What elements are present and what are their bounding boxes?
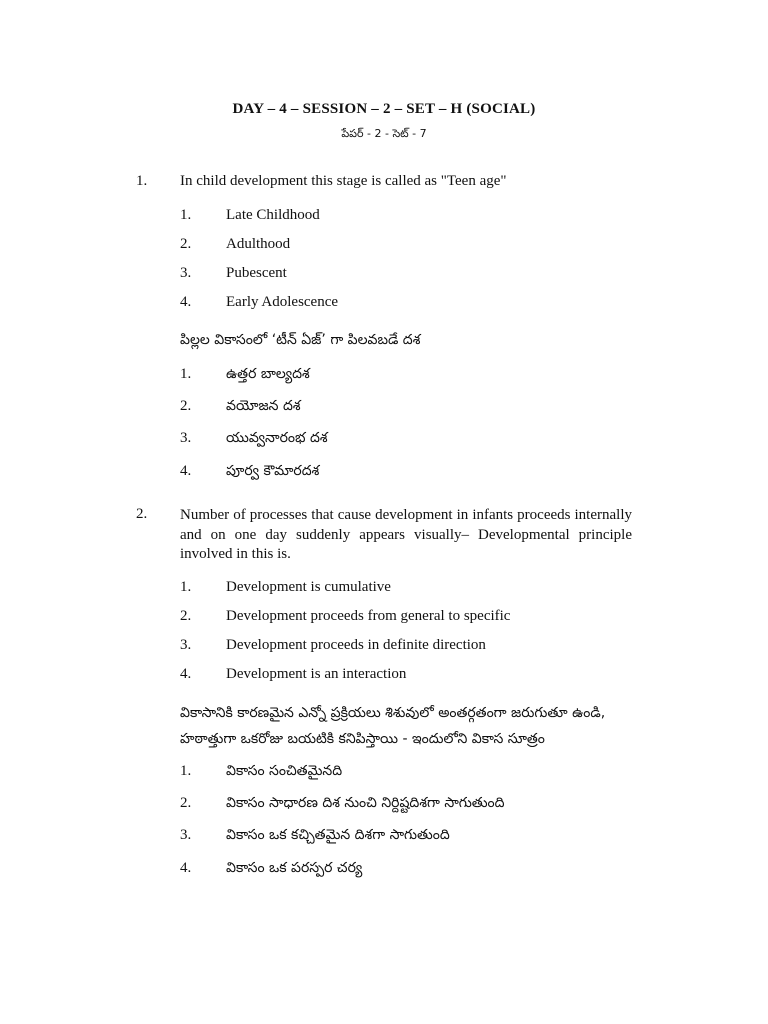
option-text-te: వికాసం ఒక కచ్చితమైన దిశగా సాగుతుంది: [226, 827, 450, 843]
option-number: 1.: [180, 579, 192, 595]
option-number: 2.: [180, 795, 192, 811]
question-text-te: పిల్లల వికాసంలో ‘టీన్ ఏజ్’ గా పిలవబడే దశ: [180, 332, 421, 348]
question-text-en: In child development this stage is called as "Teen age": [180, 173, 507, 189]
option-number: 1.: [180, 207, 192, 223]
option-text-te: వయోజన దశ: [226, 398, 301, 414]
option-number: 1.: [180, 763, 192, 779]
option-number: 4.: [180, 463, 192, 479]
option-number: 3.: [180, 265, 192, 281]
option-text: Development proceeds in definite direction: [226, 637, 486, 653]
document-title: DAY – 4 – SESSION – 2 – SET – H (SOCIAL): [232, 101, 536, 117]
option-text-te: వికాసం సంచితమైనది: [226, 763, 343, 779]
option-text: Pubescent: [226, 265, 287, 281]
question-number: 2.: [136, 506, 148, 522]
option-text-te: యువ్వనారంభ దశ: [226, 430, 328, 446]
option-number: 4.: [180, 860, 192, 876]
option-number: 2.: [180, 398, 192, 414]
option-text-te: వికాసం ఒక పరస్పర చర్య: [226, 860, 363, 876]
option-number: 1.: [180, 366, 192, 382]
option-number: 3.: [180, 637, 192, 653]
option-text: Late Childhood: [226, 207, 320, 223]
option-number: 2.: [180, 236, 192, 252]
question-number: 1.: [136, 173, 148, 189]
option-text: Early Adolescence: [226, 294, 339, 310]
option-text-te: వికాసం సాధారణ దిశ నుంచి నిర్దిష్టదిశగా సాగుతుంది: [226, 795, 505, 811]
option-number: 4.: [180, 666, 192, 682]
question-text-te: వికాసానికి కారణమైన ఎన్నో ప్రక్రియలు శిశువులో అంతర్గతంగా జరుగుతూ ఉండి, హఠాత్తుగా ఒకరోజు బయటికి కనిపిస్తాయి - ఇందులోని వికాస సూత్రం: [180, 705, 606, 747]
option-text: Adulthood: [226, 236, 291, 252]
question-text-en: Number of processes that cause development in infants proceeds internally and on one day suddenly appears visually– Developmental principle involved in this is.: [180, 507, 632, 562]
option-text: Development is an interaction: [226, 666, 407, 682]
option-number: 3.: [180, 430, 192, 446]
option-text: Development is cumulative: [226, 579, 391, 595]
option-text-te: ఉత్తర బాల్యదశ: [226, 366, 310, 382]
option-number: 3.: [180, 827, 192, 843]
option-number: 2.: [180, 608, 192, 624]
option-text: Development proceeds from general to specific: [226, 608, 511, 624]
document-subtitle: పేపర్ - 2 - సెట్ - 7: [341, 127, 427, 140]
option-text-te: పూర్వ కౌమారదశ: [226, 463, 320, 479]
option-number: 4.: [180, 294, 192, 310]
